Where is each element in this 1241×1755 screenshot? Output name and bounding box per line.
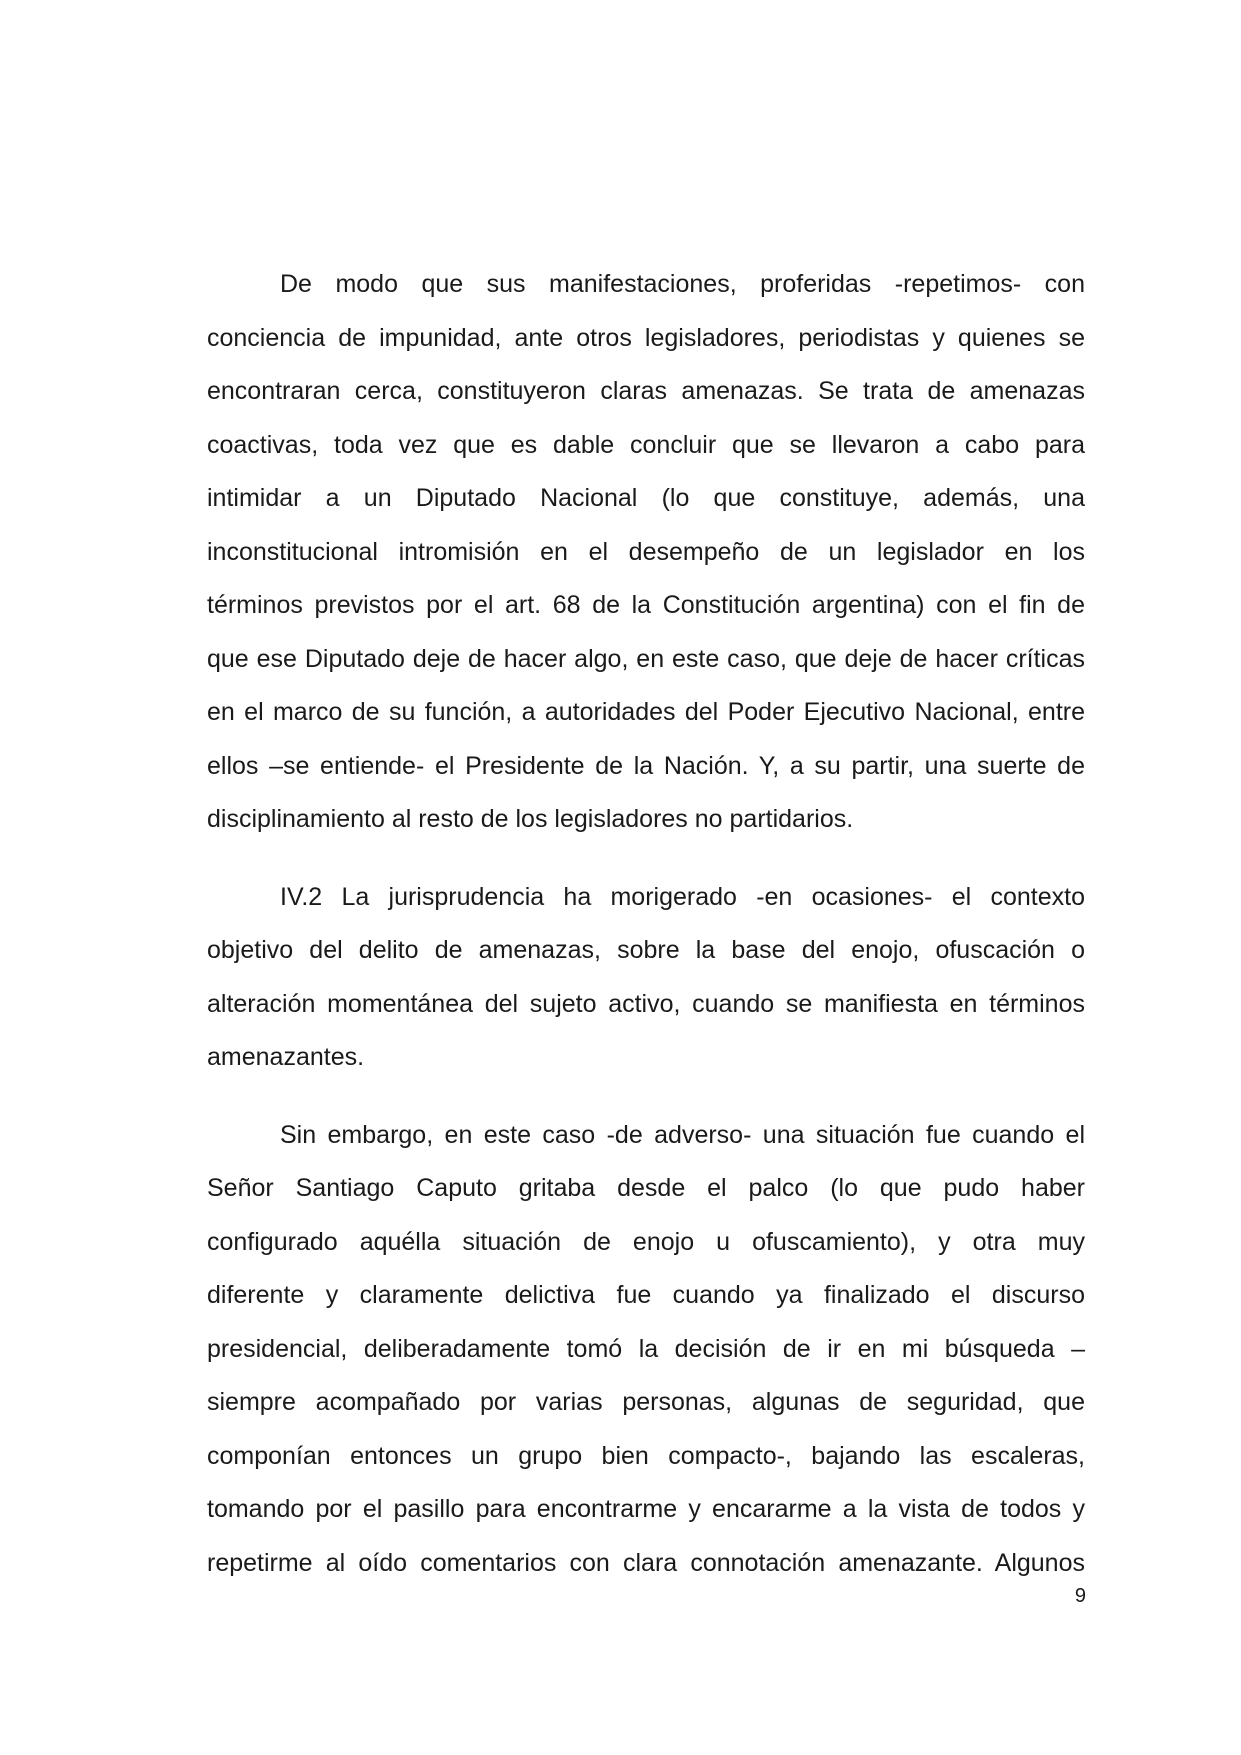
paragraph-incident	[207, 1109, 1085, 1591]
text-line: alteración momentánea del sujeto activo, cuando se manifiesta en términos	[207, 989, 1085, 1018]
paragraph-gap	[207, 847, 1085, 871]
text-line: repetirme al oído comentarios con clara connotación amenazante. Algunos	[207, 1548, 1085, 1577]
text-line: tomando por el pasillo para encontrarme y encararme a la vista de todos y	[207, 1495, 1085, 1523]
text-line: conciencia de impunidad, ante otros legisladores, periodistas y quienes se	[207, 323, 1085, 352]
text-line: IV.2 La jurisprudencia ha morigerado -en ocasiones- el contexto	[280, 882, 1085, 911]
text-line: objetivo del delito de amenazas, sobre la base del enojo, ofuscación o	[207, 936, 1085, 964]
text-line: Señor Santiago Caputo gritaba desde el palco (lo que pudo haber	[207, 1174, 1085, 1202]
paragraph-threats-context	[207, 258, 1085, 847]
text-line: disciplinamiento al resto de los legisladores no partidarios.	[207, 805, 854, 833]
text-line: componían entonces un grupo bien compacto-, bajando las escaleras,	[207, 1441, 1085, 1470]
paragraph-gap	[207, 1085, 1085, 1109]
page-number: 9	[1074, 1585, 1086, 1607]
text-line: configurado aquélla situación de enojo u ofuscamiento), y otra muy	[207, 1227, 1085, 1256]
text-line: que ese Diputado deje de hacer algo, en este caso, que deje de hacer críticas	[207, 644, 1085, 673]
paragraph-jurisprudence	[207, 871, 1085, 1085]
text-line: encontraran cerca, constituyeron claras amenazas. Se trata de amenazas	[207, 377, 1085, 405]
text-line: intimidar a un Diputado Nacional (lo que constituye, además, una	[207, 484, 1085, 512]
text-line: en el marco de su función, a autoridades del Poder Ejecutivo Nacional, entre	[207, 698, 1085, 726]
text-line: coactivas, toda vez que es dable concluir que se llevaron a cabo para	[207, 430, 1085, 459]
text-line: amenazantes.	[207, 1043, 365, 1071]
text-line: presidencial, deliberadamente tomó la decisión de ir en mi búsqueda –	[207, 1334, 1085, 1363]
text-line: De modo que sus manifestaciones, proferidas -repetimos- con	[280, 270, 1085, 298]
body-text	[207, 258, 1085, 1590]
text-line: ellos –se entiende- el Presidente de la Nación. Y, a su partir, una suerte de	[207, 751, 1085, 780]
text-line: términos previstos por el art. 68 de la Constitución argentina) con el fin de	[207, 591, 1085, 619]
text-line: diferente y claramente delictiva fue cuando ya finalizado el discurso	[207, 1281, 1085, 1309]
text-line: Sin embargo, en este caso -de adverso- una situación fue cuando el	[280, 1120, 1085, 1149]
text-line: inconstitucional intromisión en el desempeño de un legislador en los	[207, 537, 1085, 566]
text-line: siempre acompañado por varias personas, algunas de seguridad, que	[207, 1388, 1085, 1416]
